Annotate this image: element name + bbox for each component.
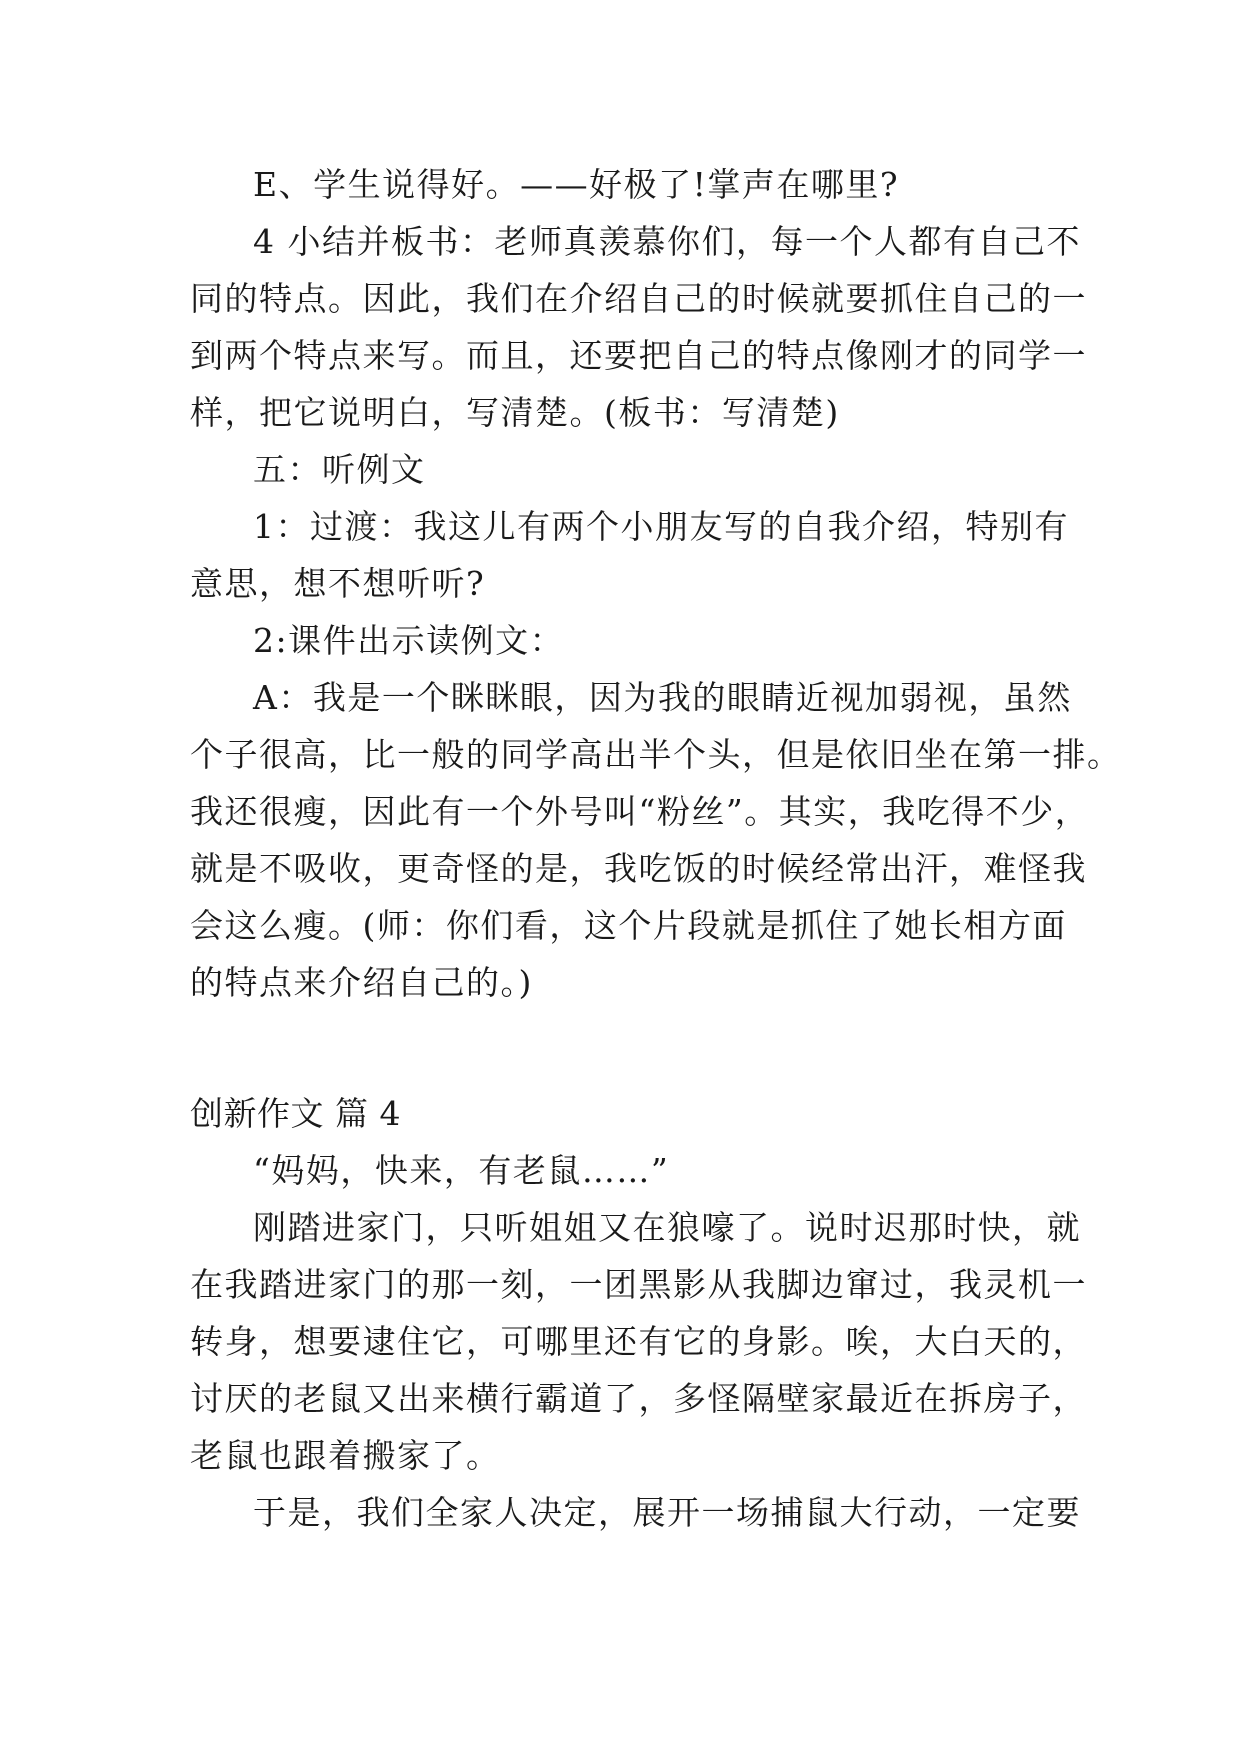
text-line: 刚踏进家门，只听姐姐又在狼嚎了。说时迟那时快，就 bbox=[253, 1208, 1081, 1247]
text-line: 我还很瘦，因此有一个外号叫“粉丝”。其实，我吃得不少， bbox=[190, 792, 1090, 831]
text-line: 1：过渡：我这儿有两个小朋友写的自我介绍，特别有 bbox=[253, 507, 1069, 546]
text-line: 到两个特点来写。而且，还要把自己的特点像刚才的同学一 bbox=[190, 336, 1087, 375]
text-line: A：我是一个眯眯眼，因为我的眼睛近视加弱视，虽然 bbox=[253, 678, 1072, 717]
text-line: 于是，我们全家人决定，展开一场捕鼠大行动，一定要 bbox=[253, 1493, 1081, 1532]
text-line: 同的特点。因此，我们在介绍自己的时候就要抓住自己的一 bbox=[190, 279, 1087, 318]
text-line: E、学生说得好。——好极了!掌声在哪里? bbox=[253, 165, 900, 204]
text-line: 4 小结并板书：老师真羡慕你们，每一个人都有自己不 bbox=[253, 222, 1081, 261]
article-title: 创新作文 篇 4 bbox=[190, 1094, 401, 1133]
text-line: 意思，想不想听听? bbox=[190, 564, 486, 603]
text-line: 样，把它说明白，写清楚。(板书：写清楚) bbox=[190, 393, 840, 432]
text-line: 转身，想要逮住它，可哪里还有它的身影。唉，大白天的， bbox=[190, 1322, 1087, 1361]
text-line: 就是不吸收，更奇怪的是，我吃饭的时候经常出汗，难怪我 bbox=[190, 849, 1087, 888]
text-line: 会这么瘦。(师：你们看，这个片段就是抓住了她长相方面 bbox=[190, 906, 1067, 945]
text-line: 2:课件出示读例文： bbox=[253, 621, 565, 660]
text-line: 老鼠也跟着搬家了。 bbox=[190, 1436, 501, 1475]
text-line: 的特点来介绍自己的。) bbox=[190, 963, 533, 1002]
section-heading: 五：听例文 bbox=[253, 450, 426, 489]
text-line: 讨厌的老鼠又出来横行霸道了，多怪隔壁家最近在拆房子， bbox=[190, 1379, 1087, 1418]
text-line: 在我踏进家门的那一刻，一团黑影从我脚边窜过，我灵机一 bbox=[190, 1265, 1087, 1304]
text-line: 个子很高，比一般的同学高出半个头，但是依旧坐在第一排。 bbox=[190, 735, 1122, 774]
text-line: “妈妈，快来，有老鼠……” bbox=[253, 1151, 670, 1190]
